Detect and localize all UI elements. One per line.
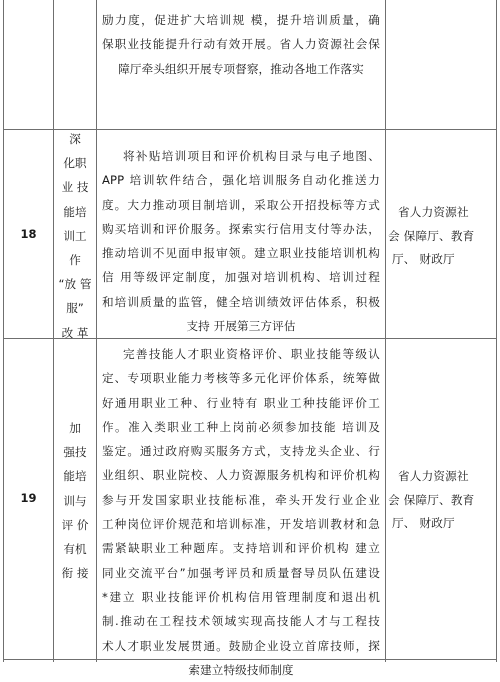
item-name-line: 训工 — [63, 228, 87, 243]
department-line: 厅、 财政厅 — [392, 516, 455, 530]
column-divider — [385, 0, 386, 662]
item-content — [102, 342, 380, 682]
item-name-line: “放 管 — [58, 277, 92, 292]
content-line: APP 培训软件结合，强化培训服务自动化推送力 — [102, 173, 380, 188]
item-name-line: 能培 — [63, 469, 87, 484]
content-line: 完善技能人才职业资格评价、职业技能等级认 — [123, 347, 380, 361]
content-line: 同业交流平台”加强考评员和质量督导员队伍建设 — [102, 565, 380, 580]
content-line: 好通用职业工种、行业特有 职业工种技能评价工 — [102, 395, 380, 410]
content-line: 和培训质量的监管，健全培训绩效评估体系，积极 — [102, 294, 380, 309]
responsible-department — [388, 465, 495, 536]
content-line: 索建立特级技师制度 — [188, 662, 294, 677]
item-name-line: 衔 接 — [61, 566, 89, 581]
department-line: 省人力资源社 — [398, 469, 469, 483]
responsible-department — [388, 201, 495, 272]
content-line: 障厅牵头组织开展专项督察，推动各地工作落实 — [118, 61, 364, 76]
content-line: 推动培训不见面申报审领。建立职业技能培训机构 — [102, 246, 380, 261]
content-line: 信 用等级评定制度，加强对培训机构、培训过程 — [102, 270, 380, 285]
content-line: 保职业技能提升行动有效开展。省人力资源社会保 — [102, 37, 380, 52]
item-name-line: 加 — [69, 421, 81, 435]
content-line: 购买培训和评价服务。探索实行信用支付等办法， — [102, 221, 380, 236]
table-border-left — [3, 0, 4, 662]
content-line: 参与开发国家职业技能标准，牵头开发行业企业 — [102, 492, 380, 507]
item-name — [54, 416, 96, 585]
content-line: 支持 开展第三方评估 — [186, 319, 296, 334]
item-name-line: 业 技 — [61, 180, 89, 195]
row-number: 19 — [20, 491, 37, 505]
item-name-line: 改 革 — [61, 325, 89, 340]
content-line: 定、专项职业能力考核等多元化评价体系，统筹做 — [102, 371, 380, 386]
item-name-line: 化职 — [63, 156, 87, 171]
item-name-line: 服” — [66, 301, 84, 316]
content-line: 术人才职业发展贯通。鼓励企业设立首席技师，探 — [102, 638, 380, 653]
content-line: 将补贴培训项目和评价机构目录与电子地图、 — [123, 149, 380, 163]
content-line: 工种岗位评价规范和培训标准，开发培训教材和急 — [102, 517, 380, 532]
item-name-line: 能培 — [63, 204, 87, 219]
item-name — [54, 127, 96, 345]
item-content — [102, 144, 380, 338]
content-line: 业组织、职业院校、人力资源服务机构和评价机构 — [102, 468, 380, 483]
item-name-line: 深 — [69, 132, 81, 146]
content-line: 鉴定。通过政府购买服务方式，支持龙头企业、行 — [102, 444, 380, 459]
department-line: 会 保障厅、教育 — [388, 492, 475, 507]
row-number: 18 — [20, 227, 37, 241]
content-line: 度。大力推动项目制培训，采取公开招投标等方式 — [102, 197, 380, 212]
item-name-line: 有机 — [63, 542, 87, 557]
item-name-line: 强技 — [63, 445, 87, 460]
column-divider — [96, 0, 97, 662]
department-line: 会 保障厅、教育 — [388, 228, 475, 243]
content-line: *建立 职业技能评价机构信用管理制度和退出机 — [102, 589, 380, 604]
content-line: 励力度，促进扩大培训规 模，提升培训质量，确 — [102, 13, 380, 27]
content-line: 制.推动在工程技术领域实现高技能人才与工程技 — [102, 614, 380, 629]
department-line: 厅、 财政厅 — [392, 252, 455, 266]
item-name-line: 训与 — [63, 493, 87, 508]
item-name-line: 作 — [69, 253, 81, 268]
item-name-line: 评 价 — [61, 517, 89, 532]
content-line: 需紧缺职业工种题库。支持培训和评价机构 建立 — [102, 541, 380, 556]
table-border-right — [496, 0, 497, 662]
department-line: 省人力资源社 — [398, 205, 469, 219]
table-row — [102, 8, 380, 81]
content-line: 作。准入类职业工种上岗前必须参加技能 培训及 — [102, 419, 380, 434]
